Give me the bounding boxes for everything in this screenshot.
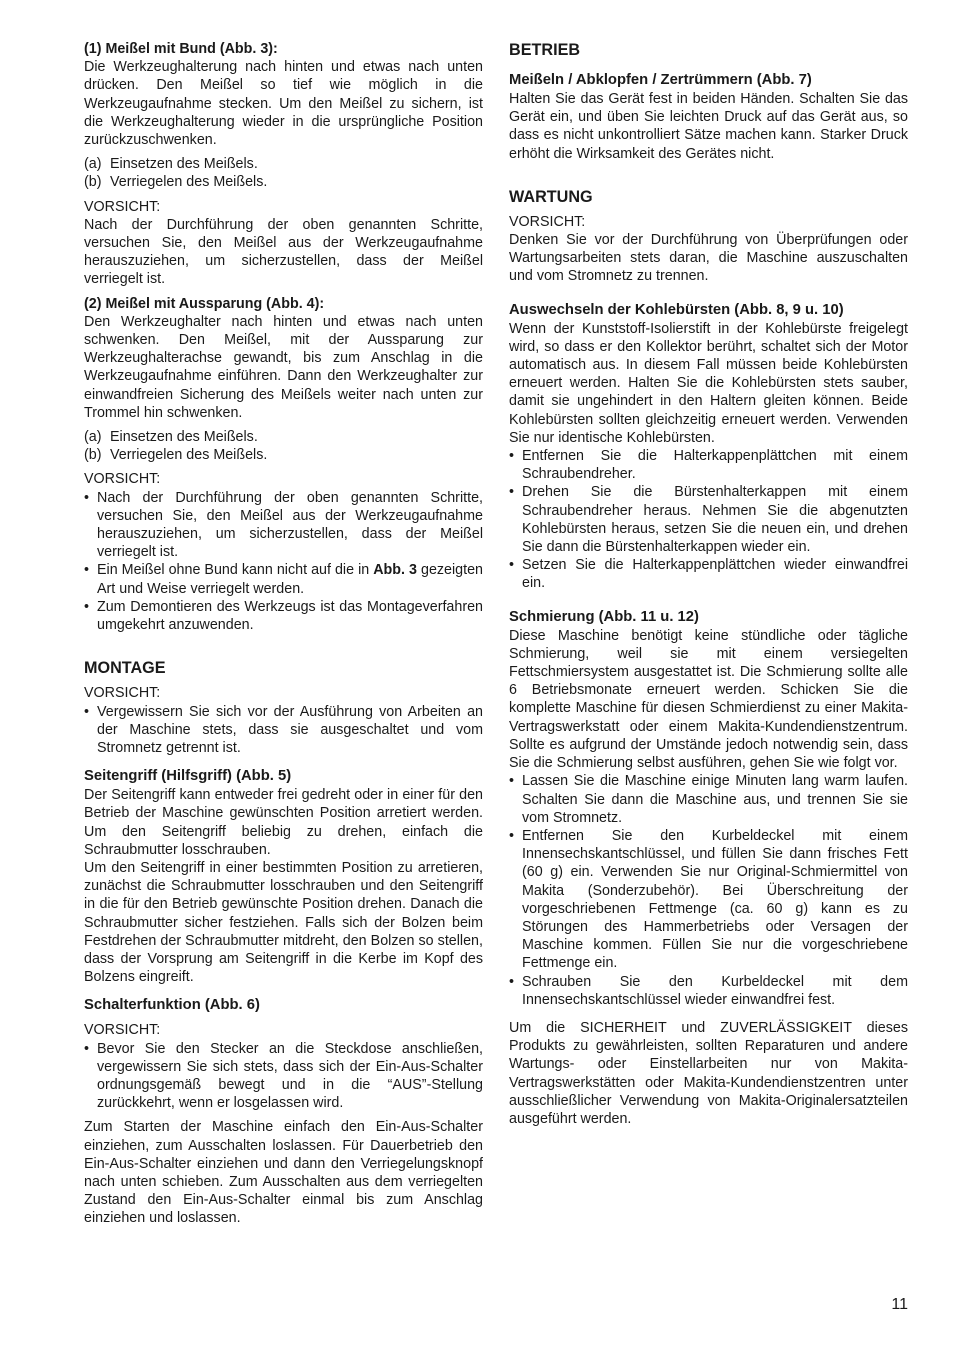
paragraph-chisel-collar: Die Werkzeughalterung nach hinten und etwas nach unten drücken. Den Meißel so tief wie möglich in die Werkzeugaufnahme stecken. Um den Meißel zu sichern, ist die Werkzeughalterung wieder in die ursprüngliche Position zurückzuschwenken. bbox=[84, 59, 483, 149]
caution-text: Nach der Durchführung der oben genannten Schritte, versuchen Sie, den Meißel aus der Werkzeugaufnahme herauszuziehen, um sicherzustellen, dass der Meißel verriegelt ist. bbox=[84, 216, 483, 288]
list-item: (b) Verriegelen des Meißels. bbox=[84, 174, 268, 191]
bullet-item: • Lassen Sie die Maschine einige Minuten lang warm laufen. Schalten Sie dann die Maschine aus, und trennen Sie sie vom Stromnetz. bbox=[509, 773, 908, 826]
bullet-item: • Drehen Sie die Bürstenhalterkappen mit einem Schraubendreher heraus. Nehmen Sie die abgenutzten Kohlebürsten heraus, setzen Sie die neuen ein, und drehen Sie dann die Bürstenhalterkappen wieder ein. bbox=[509, 484, 908, 556]
bullet-item: • Entfernen Sie die Halterkappenplättchen mit einem Schraubendreher. bbox=[509, 448, 908, 483]
paragraph-carbon-brushes: Wenn der Kunststoff-Isolierstift in der Kohlebürste freigelegt wird, so dass er den Kollektor berührt, schaltet sich der Motor automatisch aus. In diesem Fall müssen beide Kohlebürsten erneuert werden. Halten Sie die Kohlebürsten stets sauber, damit sie ungehindert in den Haltern gleiten können. Beide Kohlebürsten sollten gleichzeitig erneuert werden. Verwenden Sie nur identische Kohlebürsten. bbox=[509, 320, 908, 446]
heading-montage: MONTAGE bbox=[84, 659, 166, 678]
bullet-item: • Schrauben Sie den Kurbeldeckel mit dem Innensechskantschlüssel wieder einwandfrei fest. bbox=[509, 973, 908, 1008]
heading-carbon-brushes: Auswechseln der Kohlebürsten (Abb. 8, 9 u. 10) bbox=[509, 301, 844, 318]
paragraph-maintenance: Denken Sie vor der Durchführung von Überprüfungen oder Wartungsarbeiten stets daran, die Maschine auszuschalten und vom Stromnetz zu trennen. bbox=[509, 232, 908, 285]
bullet-item: • Setzen Sie die Halterkappenplättchen wieder einwandfrei ein. bbox=[509, 557, 908, 592]
left-column bbox=[84, 40, 483, 1228]
right-column bbox=[509, 40, 908, 1128]
bullet-item: • Entfernen Sie den Kurbeldeckel mit einem Innensechskantschlüssel, und füllen Sie dann frisches Fett (60 g) ein. Verwenden Sie nur Original-Schmiermittel von Makita (Sonderzubehör). Bei Überschreitung der vorgeschriebenen Fettmenge (ca. 60 g) kann es zu Störungen des Hammerbetriebs oder Versagen der Maschine kommen. Füllen Sie nur die vorgeschriebene Fettmenge ein. bbox=[509, 827, 908, 972]
paragraph-closing: Um die SICHERHEIT und ZUVERLÄSSIGKEIT dieses Produkts zu gewährleisten, sollten Reparaturen und andere Wartungs- oder Einstellarbeiten nur von Makita-Vertragswerkstätten oder Makita-Kundendienstzentren unter ausschließlicher Verwendung von Makita-Originalersatzteilen ausgeführt werden. bbox=[509, 1019, 908, 1127]
paragraph-chisel-recess: Den Werkzeughalter nach hinten und etwas nach unten schwenken. Den Meißel, mit der Aussparung zur Werkzeughalterachse gewandt, bis zum Anschlag in die Werkzeugaufnahme einführen. Dann den Werkzeughalter zur einwandfreien Sicherung des Meißels weiter nach unten zur Trommel hin schwenken. bbox=[84, 313, 483, 421]
caution-label: VORSICHT: bbox=[509, 213, 586, 230]
bullet-item: • Ein Meißel ohne Bund kann nicht auf die in Abb. 3 gezeigten Art und Weise verriegelt werden. bbox=[84, 562, 484, 597]
bullet-item: • Bevor Sie den Stecker an die Steckdose anschließen, vergewissern Sie sich stets, dass sich der Ein-Aus-Schalter ordnungsgemäß bewegt und in die “AUS”-Stellung zurückkehrt, wenn er losgelassen wird. bbox=[84, 1040, 483, 1112]
list-item: (a) Einsetzen des Meißels. bbox=[84, 156, 258, 173]
heading-lubrication: Schmierung (Abb. 11 u. 12) bbox=[509, 608, 699, 625]
heading-chiselling: Meißeln / Abklopfen / Zertrümmern (Abb. 7) bbox=[509, 72, 812, 88]
caution-label: VORSICHT: bbox=[84, 198, 161, 215]
heading-betrieb: BETRIEB bbox=[509, 41, 581, 59]
section-title-chisel-recess: (2) Meißel mit Aussparung (Abb. 4): bbox=[84, 295, 325, 312]
page-number: 11 bbox=[891, 1296, 908, 1313]
caution-label: VORSICHT: bbox=[84, 1022, 161, 1039]
bullet-item: • Zum Demontieren des Werkzeugs ist das Montageverfahren umgekehrt anzuwenden. bbox=[84, 598, 483, 634]
heading-side-grip: Seitengriff (Hilfsgriff) (Abb. 5) bbox=[84, 768, 292, 785]
paragraph-chiselling: Halten Sie das Gerät fest in beiden Händen. Schalten Sie das Gerät ein, und üben Sie leichten Druck auf das Gerät aus, so dass es nicht unkontrolliert Sätze machen kann. Starker Druck erhöht die Wirksamkeit des Gerätes nicht. bbox=[509, 91, 908, 162]
paragraph-side-grip-2: Um den Seitengriff in einer bestimmten Position zu arretieren, zunächst die Schraubmutter losschrauben und den Seitengriff in die für den Betrieb gewünschte Position drehen. Danach die Schraubmutter sicher festziehen. Falls sich der Bolzen beim Festdrehen der Schraubmutter mitdreht, den Bolzen so stellen, dass der Vorsprung am Seitengriff in die Kerbe im Kopf des Bolzens eingreift. bbox=[84, 859, 483, 986]
heading-wartung: WARTUNG bbox=[509, 187, 593, 206]
paragraph-lubrication: Diese Maschine benötigt keine stündliche oder tägliche Schmierung, weil sie mit einem versiegelten Fettschmiersystem ausgestattet ist. Die Schmierung sollte alle 6 Betriebsmonate erneuert werden. Schicken Sie die komplette Maschine für diesen Schmierdienst zu einer Makita-Vertragswerkstatt oder einem Makita-Kundendienstzentrum. Sollte es aufgrund der Umstände jedoch notwendig sein, dass Sie die Schmierung selbst ausführen, gehen Sie wie folgt vor. bbox=[509, 627, 908, 772]
list-item: (b) Verriegelen des Meißels. bbox=[84, 447, 268, 464]
steps-list-1 bbox=[84, 155, 483, 191]
heading-switch: Schalterfunktion (Abb. 6) bbox=[84, 997, 260, 1014]
caution-label: VORSICHT: bbox=[84, 471, 161, 488]
bullet-item: • Nach der Durchführung der oben genannten Schritte, versuchen Sie, den Meißel aus der Werkzeugaufnahme herauszuziehen, um sicherzustellen, dass der Meißel verriegelt ist. bbox=[84, 489, 483, 561]
paragraph-side-grip-1: Der Seitengriff kann entweder frei gedreht oder in einer für den Betrieb der Maschine gewünschten Position arretiert werden. Um den Seitengriff beliebig zu drehen, einfach die Schraubmutter losschrauben. bbox=[84, 787, 483, 858]
section-title-chisel-collar: (1) Meißel mit Bund (Abb. 3): bbox=[84, 41, 278, 57]
bullet-item: • Vergewissern Sie sich vor der Ausführung von Arbeiten an der Maschine stets, dass sie ausgeschaltet und vom Stromnetz getrennt ist. bbox=[84, 703, 483, 756]
list-item: (a) Einsetzen des Meißels. bbox=[84, 429, 258, 446]
caution-label: VORSICHT: bbox=[84, 685, 161, 702]
steps-list-2 bbox=[84, 428, 483, 464]
paragraph-switch: Zum Starten der Maschine einfach den Ein-Aus-Schalter einziehen, zum Ausschalten loslassen. Für Dauerbetrieb den Ein-Aus-Schalter einziehen und dann den Verriegelungsknopf nach unten schieben. Zum Ausschalten aus dem verriegelten Zustand den Ein-Aus-Schalter einmal bis zum Anschlag einziehen und loslassen. bbox=[84, 1119, 483, 1227]
